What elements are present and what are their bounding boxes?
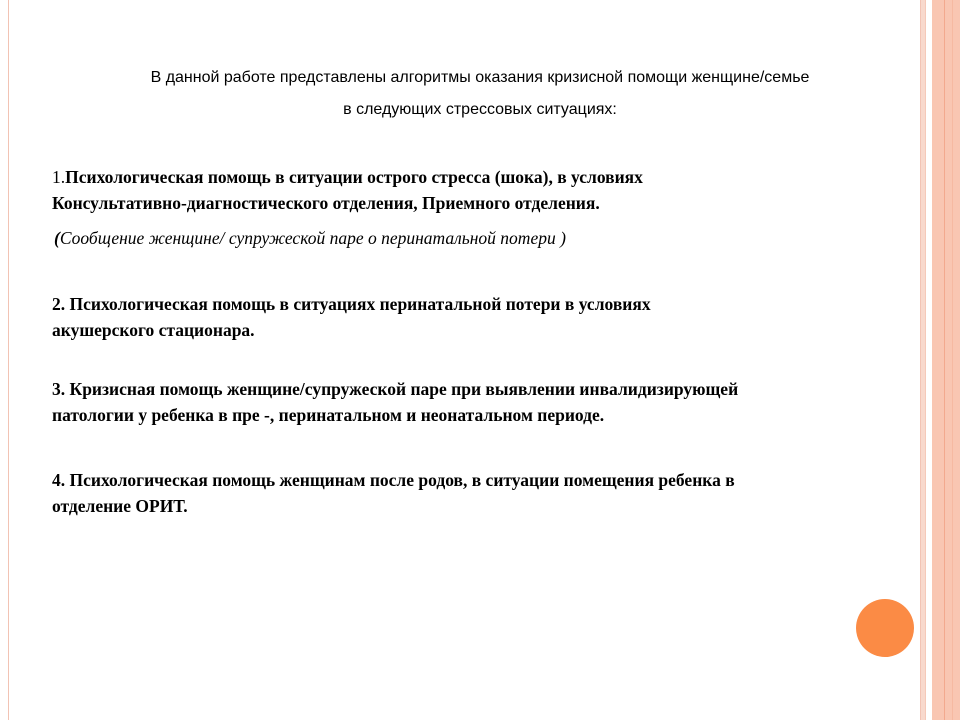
item-line: отделение ОРИТ.	[52, 496, 188, 516]
item-line: Консультативно-диагностического отделения, Приемного отделения.	[52, 193, 600, 213]
list-item-4	[52, 467, 902, 519]
list-item-2	[52, 291, 902, 343]
item-number: 4.	[52, 470, 66, 490]
item-line: патологии у ребенка в пре -, перинатальном и неонатальном периоде.	[52, 405, 605, 425]
item-number: 1.	[52, 167, 66, 187]
list-item-3	[52, 376, 902, 428]
intro-paragraph	[60, 62, 900, 126]
item-line: акушерского стационара.	[52, 320, 255, 340]
item-line: Кризисная помощь женщине/супружеской паре при выявлении инвалидизирующей	[69, 379, 739, 399]
item-line: Психологическая помощь в ситуациях перинатальной потери в условиях	[69, 294, 651, 314]
note-text: Сообщение женщине/ супружеской паре о перинатальной потери )	[59, 228, 566, 248]
item-line: Психологическая помощь в ситуации острого стресса (шока), в условиях	[65, 167, 643, 187]
note-open-paren: (	[54, 228, 60, 248]
side-band-wide	[932, 0, 960, 720]
item-1-note	[54, 225, 566, 251]
intro-line: В данной работе представлены алгоритмы оказания кризисной помощи женщине/семье	[150, 69, 810, 86]
list-item-1	[52, 164, 902, 216]
item-line: Психологическая помощь женщинам после родов, в ситуации помещения ребенка в	[69, 470, 735, 490]
side-band-stripe	[944, 0, 945, 720]
intro-line: в следующих стрессовых ситуациях:	[343, 101, 617, 118]
side-band-stripe	[952, 0, 953, 720]
item-number: 3.	[52, 379, 66, 399]
item-number: 2.	[52, 294, 66, 314]
accent-circle	[856, 599, 914, 657]
